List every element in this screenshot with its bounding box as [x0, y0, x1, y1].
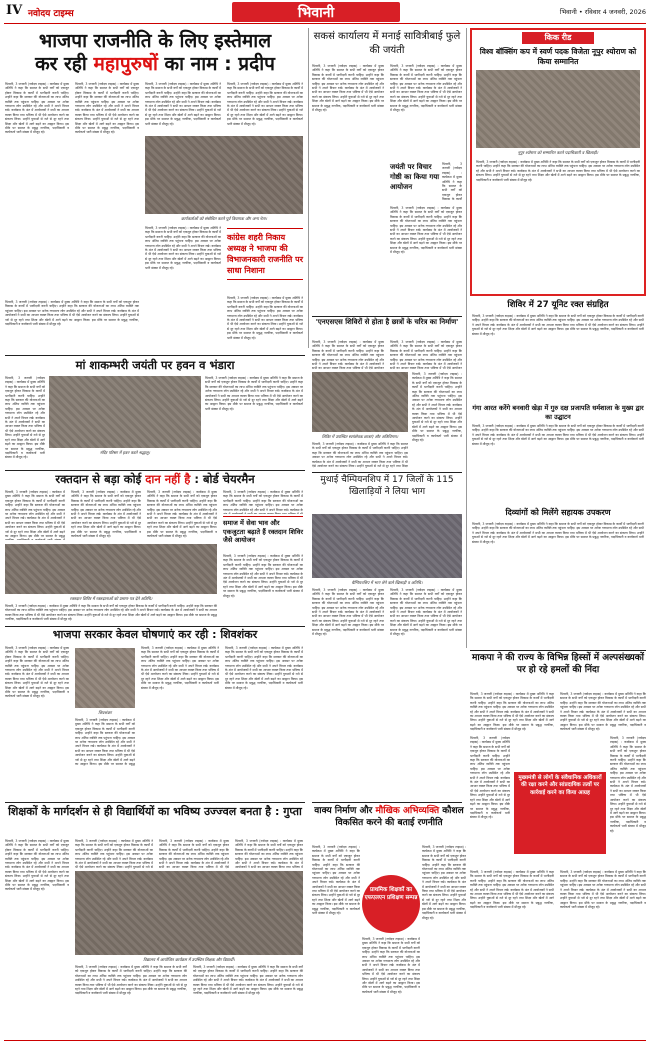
makhana-body-col6: भिवानी, 3 जनवरी (नवोदय टाइम्स) : कार्यक्रम में मुख्य अतिथि ने कहा कि समाज के सभी वर्गों को एकजुट होकर विकास के कार्यों में भागीदारी करनी चाहिए। उन्होंने कहा कि सरकार की योजनाओं का लाभ अंतिम व्यक्ति तक पहुंचना चाहिए। इस अवसर पर अनेक गणमान्य लोग उपस्थित रहे और सभी ने अपने विचार रखे। कार्यक्रम के अंत में आयोजकों ने सभी का आभार व्यक्त किया तथा भविष्य में भी ऐसे आयोजन करने का संकल्प लिया। उन्होंने युवाओं से नशे से दूर रहने तथा शिक्षा और खेलों में आगे बढ़ने का आह्वान किया। इस मौके पर समाज के प्रबुद्ध नागरिक, पदाधिकारी व कार्यकर्ता भारी संख्या में मौजूद रहे।: [560, 870, 646, 910]
rule-shivshankar: [5, 626, 305, 627]
shivshankar-portrait: [75, 648, 135, 708]
blood-photo: [5, 544, 217, 594]
nss-body-col1: भिवानी, 3 जनवरी (नवोदय टाइम्स) : कार्यक्रम में मुख्य अतिथि ने कहा कि समाज के सभी वर्गों को एकजुट होकर विकास के कार्यों में भागीदारी करनी चाहिए। उन्होंने कहा कि सरकार की योजनाओं का लाभ अंतिम व्यक्ति तक पहुंचना चाहिए। इस अवसर पर अनेक गणमान्य लोग उपस्थित रहे और सभी ने अपने विचार रखे। कार्यक्रम के अंत में आयोजकों ने सभी का आभार व्यक्त किया तथा भविष्य में भी ऐसे आयोजन: [312, 340, 384, 370]
muaythai-photo: [312, 514, 462, 578]
savitribai-body-col1: भिवानी, 3 जनवरी (नवोदय टाइम्स) : कार्यक्रम में मुख्य अतिथि ने कहा कि समाज के सभी वर्गों को एकजुट होकर विकास के कार्यों में भागीदारी करनी चाहिए। उन्होंने कहा कि सरकार की योजनाओं का लाभ अंतिम व्यक्ति तक पहुंचना चाहिए। इस अवसर पर अनेक गणमान्य लोग उपस्थित रहे और सभी ने अपने विचार रखे। कार्यक्रम के अंत में आयोजकों ने सभी का आभार व्यक्त किया तथा भविष्य में भी ऐसे आयोजन करने का संकल्प लिया। उन्होंने युवाओं से नशे से दूर रहने तथा शिक्षा और खेलों में आगे बढ़ने का आह्वान किया। इस मौके पर समाज के प्रबुद्ध नागरिक, पदाधिकारी व कार्यकर्ता भारी संख्या में मौजूद रहे।: [312, 64, 384, 113]
rule-blood: [5, 470, 305, 471]
masthead-rule: [4, 23, 646, 24]
dateline: [478, 7, 646, 16]
makhana-body-col3: भिवानी, 3 जनवरी (नवोदय टाइम्स) : कार्यक्रम में मुख्य अतिथि ने कहा कि समाज के सभी वर्गों को एकजुट होकर विकास के कार्यों में भागीदारी करनी चाहिए। उन्होंने कहा कि सरकार की योजनाओं का लाभ अंतिम व्यक्ति तक पहुंचना चाहिए। इस अवसर पर अनेक गणमान्य लोग उपस्थित रहे और सभी ने अपने विचार रखे। कार्यक्रम के अंत में आयोजकों ने सभी का आभार व्यक्त किया तथा भविष्य में भी ऐसे आयोजन करने का संकल्प लिया। उन्होंने युवाओं से नशे से दूर रहने तथा शिक्षा और खेलों में आगे बढ़ने का आह्वान किया। इस मौके पर समाज के प्रबुद्ध नागरिक, पदाधिकारी व कार्यकर्ता भारी संख्या में मौजूद रहे।: [470, 736, 510, 820]
gupta-photo: [75, 871, 303, 955]
nss-caption: शिविर में उपस्थित स्वयंसेवक छात्राएं और अतिथिगण।: [321, 434, 399, 439]
gupta-body-col4: भिवानी, 3 जनवरी (नवोदय टाइम्स) : कार्यक्रम में मुख्य अतिथि ने कहा कि समाज के सभी वर्गों को एकजुट होकर विकास के कार्यों में भागीदारी करनी चाहिए। उन्होंने कहा कि सरकार की योजनाओं का लाभ अंतिम व्यक्ति तक पहुंचना चाहिए। इस अवसर पर अनेक गणमान्य लोग उपस्थित रहे और सभी ने अपने विचार रखे। कार्यक्रम के अंत में आयोजकों ने सभी का आभार व्यक्त किया तथा भविष्य में: [235, 839, 303, 869]
shakambhari-caption: मंदिर परिसर में हवन करते श्रद्धालु।: [99, 450, 151, 455]
nss-body-col2: भिवानी, 3 जनवरी (नवोदय टाइम्स) : कार्यक्रम में मुख्य अतिथि ने कहा कि समाज के सभी वर्गों को एकजुट होकर विकास के कार्यों में भागीदारी करनी चाहिए। उन्होंने कहा कि सरकार की योजनाओं का लाभ अंतिम व्यक्ति तक पहुंचना चाहिए। इस अवसर पर अनेक गणमान्य लोग उपस्थित रहे और सभी ने अपने विचार रखे। कार्यक्रम के अंत में आयोजकों ने सभी का आभार व्यक्त किया तथा भविष्य में भी ऐसे आयोजन: [390, 340, 462, 370]
shivshankar-portrait-name: शिवशंकर: [98, 710, 112, 715]
blood-headline-c: : बोर्ड चेयरमैन: [194, 472, 255, 486]
gupta-body-col6: भिवानी, 3 जनवरी (नवोदय टाइम्स) : कार्यक्रम में मुख्य अतिथि ने कहा कि समाज के सभी वर्गों को एकजुट होकर विकास के कार्यों में भागीदारी करनी चाहिए। उन्होंने कहा कि सरकार की योजनाओं का लाभ अंतिम व्यक्ति तक पहुंचना चाहिए। इस अवसर पर अनेक गणमान्य लोग उपस्थित रहे और सभी ने अपने विचार रखे। कार्यक्रम के अंत में आयोजकों ने सभी का आभार व्यक्त किया तथा भविष्य में भी ऐसे आयोजन करने का संकल्प लिया। उन्होंने युवाओं से नशे से दूर रहने तथा शिक्षा और खेलों में आगे बढ़ने का आह्वान किया। इस मौके पर समाज के प्रबुद्ध नागरिक, पदाधिकारी व कार्यकर्ता भारी संख्या में मौजूद रहे।: [193, 965, 303, 996]
blood-caption: रक्तदान शिविर में रक्तदाताओं को प्रमाण-पत्र देते अतिथि।: [69, 596, 153, 601]
gupta-body-col5: भिवानी, 3 जनवरी (नवोदय टाइम्स) : कार्यक्रम में मुख्य अतिथि ने कहा कि समाज के सभी वर्गों को एकजुट होकर विकास के कार्यों में भागीदारी करनी चाहिए। उन्होंने कहा कि सरकार की योजनाओं का लाभ अंतिम व्यक्ति तक पहुंचना चाहिए। इस अवसर पर अनेक गणमान्य लोग उपस्थित रहे और सभी ने अपने विचार रखे। कार्यक्रम के अंत में आयोजकों ने सभी का आभार व्यक्त किया तथा भविष्य में भी ऐसे आयोजन करने का संकल्प लिया। उन्होंने युवाओं से नशे से दूर रहने तथा शिक्षा और खेलों में आगे बढ़ने का आह्वान किया। इस मौके पर समाज के प्रबुद्ध नागरिक, पदाधिकारी व कार्यकर्ता भारी संख्या में मौजूद रहे।: [75, 965, 187, 996]
shakambhari-story: [5, 358, 305, 468]
divider-col-a: [308, 28, 309, 348]
lead-body-col7: भिवानी, 3 जनवरी (नवोदय टाइम्स) : कार्यक्रम में मुख्य अतिथि ने कहा कि समाज के सभी वर्गों को एकजुट होकर विकास के कार्यों में भागीदारी करनी चाहिए। उन्होंने कहा कि सरकार की योजनाओं का लाभ अंतिम व्यक्ति तक पहुंचना चाहिए। इस अवसर पर अनेक गणमान्य लोग उपस्थित रहे और सभी ने अपने विचार रखे। कार्यक्रम के अंत में आयोजकों ने सभी का आभार व्यक्त किया तथा भविष्य में भी ऐसे आयोजन करने का संकल्प लिया। उन्होंने युवाओं से नशे से दूर रहने तथा शिक्षा और खेलों में आगे बढ़ने का आह्वान किया। इस मौके पर समाज के प्रबुद्ध नागरिक, पदाधिकारी व कार्यकर्ता भारी संख्या में मौजूद रहे।: [227, 296, 303, 340]
blood-body-col1: भिवानी, 3 जनवरी (नवोदय टाइम्स) : कार्यक्रम में मुख्य अतिथि ने कहा कि समाज के सभी वर्गों को एकजुट होकर विकास के कार्यों में भागीदारी करनी चाहिए। उन्होंने कहा कि सरकार की योजनाओं का लाभ अंतिम व्यक्ति तक पहुंचना चाहिए। इस अवसर पर अनेक गणमान्य लोग उपस्थित रहे और सभी ने अपने विचार रखे। कार्यक्रम के अंत में आयोजकों ने सभी का आभार व्यक्त किया तथा भविष्य में भी ऐसे आयोजन करने का संकल्प लिया। उन्होंने युवाओं से नशे से दूर रहने तथा शिक्षा और खेलों में आगे बढ़ने का आह्वान किया। इस मौके पर समाज के प्रबुद्ध: [5, 490, 65, 539]
blood-headline-b: दान नहीं है: [145, 472, 191, 486]
shivshankar-headline: भाजपा सरकार केवल घोषणाएं कर रही : शिवशंकर: [52, 628, 258, 641]
vakya-body-col3: भिवानी, 3 जनवरी (नवोदय टाइम्स) : कार्यक्रम में मुख्य अतिथि ने कहा कि समाज के सभी वर्गों को एकजुट होकर विकास के कार्यों में भागीदारी करनी चाहिए। उन्होंने कहा कि सरकार की योजनाओं का लाभ अंतिम व्यक्ति तक पहुंचना चाहिए। इस अवसर पर अनेक गणमान्य लोग उपस्थित रहे और सभी ने अपने विचार रखे। कार्यक्रम के अंत में आयोजकों ने सभी का आभार व्यक्त किया तथा भविष्य में भी ऐसे आयोजन करने का संकल्प लिया। उन्होंने युवाओं से नशे से दूर रहने तथा शिक्षा और खेलों में आगे बढ़ने का आह्वान किया। इस मौके पर समाज के प्रबुद्ध नागरिक, पदाधिकारी व कार्यकर्ता भारी संख्या में मौजूद रहे।: [362, 937, 420, 994]
nss-body-col4: भिवानी, 3 जनवरी (नवोदय टाइम्स) : कार्यक्रम में मुख्य अतिथि ने कहा कि समाज के सभी वर्गों को एकजुट होकर विकास के कार्यों में भागीदारी करनी चाहिए। उन्होंने कहा कि सरकार की योजनाओं का लाभ अंतिम व्यक्ति तक पहुंचना चाहिए। इस अवसर पर अनेक गणमान्य लोग उपस्थित रहे और सभी ने अपने विचार रखे। कार्यक्रम के अंत में आयोजकों ने सभी का आभार व्यक्त किया तथा भविष्य में भी ऐसे आयोजन करने का संकल्प लिया। उन्होंने युवाओं से नशे से दूर रहने तथा शिक्षा: [312, 442, 408, 468]
shakambhari-body-col1: भिवानी, 3 जनवरी (नवोदय टाइम्स) : कार्यक्रम में मुख्य अतिथि ने कहा कि समाज के सभी वर्गों को एकजुट होकर विकास के कार्यों में भागीदारी करनी चाहिए। उन्होंने कहा कि सरकार की योजनाओं का लाभ अंतिम व्यक्ति तक पहुंचना चाहिए। इस अवसर पर अनेक गणमान्य लोग उपस्थित रहे और सभी ने अपने विचार रखे। कार्यक्रम के अंत में आयोजकों ने सभी का आभार व्यक्त किया तथा भविष्य में भी ऐसे आयोजन करने का संकल्प लिया। उन्होंने युवाओं से नशे से दूर रहने तथा शिक्षा और खेलों में आगे बढ़ने का आह्वान किया। इस मौके पर समाज के प्रबुद्ध नागरिक, पदाधिकारी व कार्यकर्ता भारी संख्या में मौजूद रहे।: [5, 376, 45, 460]
savitribai-story: [312, 28, 462, 313]
rule-vakya: [312, 802, 462, 803]
makhana-body-col4: भिवानी, 3 जनवरी (नवोदय टाइम्स) : कार्यक्रम में मुख्य अतिथि ने कहा कि समाज के सभी वर्गों को एकजुट होकर विकास के कार्यों में भागीदारी करनी चाहिए। उन्होंने कहा कि सरकार की योजनाओं का लाभ अंतिम व्यक्ति तक पहुंचना चाहिए। इस अवसर पर अनेक गणमान्य लोग उपस्थित रहे और सभी ने अपने विचार रखे। कार्यक्रम के अंत में आयोजकों ने सभी का आभार व्यक्त किया तथा भविष्य में भी ऐसे आयोजन करने का संकल्प लिया। उन्होंने युवाओं से नशे से दूर रहने तथा शिक्षा और खेलों में आगे बढ़ने का आह्वान किया। इस मौके पर समाज के प्रबुद्ध नागरिक, पदाधिकारी व कार्यकर्ता भारी संख्या में मौजूद रहे।: [610, 736, 646, 833]
shakambhari-body-col2: भिवानी, 3 जनवरी (नवोदय टाइम्स) : कार्यक्रम में मुख्य अतिथि ने कहा कि समाज के सभी वर्गों को एकजुट होकर विकास के कार्यों में भागीदारी करनी चाहिए। उन्होंने कहा कि सरकार की योजनाओं का लाभ अंतिम व्यक्ति तक पहुंचना चाहिए। इस अवसर पर अनेक गणमान्य लोग उपस्थित रहे और सभी ने अपने विचार रखे। कार्यक्रम के अंत में आयोजकों ने सभी का आभार व्यक्त किया तथा भविष्य में भी ऐसे आयोजन करने का संकल्प लिया। उन्होंने युवाओं से नशे से दूर रहने तथा शिक्षा और खेलों में आगे बढ़ने का आह्वान किया। इस मौके पर समाज के प्रबुद्ध नागरिक, पदाधिकारी व कार्यकर्ता भारी संख्या में मौजूद रहे।: [205, 376, 303, 411]
edition-name: भिवानी: [559, 8, 577, 16]
lead-body-col5: भिवानी, 3 जनवरी (नवोदय टाइम्स) : कार्यक्रम में मुख्य अतिथि ने कहा कि समाज के सभी वर्गों को एकजुट होकर विकास के कार्यों में भागीदारी करनी चाहिए। उन्होंने कहा कि सरकार की योजनाओं का लाभ अंतिम व्यक्ति तक पहुंचना चाहिए। इस अवसर पर अनेक गणमान्य लोग उपस्थित रहे और सभी ने अपने विचार रखे। कार्यक्रम के अंत में आयोजकों ने सभी का आभार व्यक्त किया तथा भविष्य में भी ऐसे आयोजन करने का संकल्प लिया। उन्होंने युवाओं से नशे से दूर रहने तथा शिक्षा और खेलों में आगे बढ़ने का आह्वान किया। इस मौके पर समाज के प्रबुद्ध नागरिक, पदाधिकारी व कार्यकर्ता भारी संख्या में मौजूद रहे।: [145, 226, 221, 270]
ganga-headline: गंगा आरत करेंगे बनवारी खेड़ा में गुरु दक्ष प्रजापति धर्मशाला के मुख्य द्वार का उद्घाटन: [472, 404, 644, 421]
disabled-story: [470, 508, 646, 648]
vakya-headline-c: कौशल विकसित करने की बताई रणनीति: [335, 806, 464, 828]
vakya-headline-b: मौखिक अभिव्यक्ति: [375, 806, 440, 816]
lead-headline-part-b: महापुरुषों: [93, 53, 158, 75]
lead-story: [5, 28, 305, 353]
nss-headline: 'एनएसएस शिविरों से होता है छात्रों के चरित्र का निर्माण': [315, 318, 459, 326]
paper-name: नवोदय टाइम्स: [28, 9, 74, 19]
disabled-headline: दिव्यांगों को मिलेंगे सहायक उपकरण: [505, 508, 611, 517]
savitribai-body-col2: भिवानी, 3 जनवरी (नवोदय टाइम्स) : कार्यक्रम में मुख्य अतिथि ने कहा कि समाज के सभी वर्गों को एकजुट होकर विकास के कार्यों में भागीदारी करनी चाहिए। उन्होंने कहा कि सरकार की योजनाओं का लाभ अंतिम व्यक्ति तक पहुंचना चाहिए। इस अवसर पर अनेक गणमान्य लोग उपस्थित रहे और सभी ने अपने विचार रखे। कार्यक्रम के अंत में आयोजकों ने सभी का आभार व्यक्त किया तथा भविष्य में भी ऐसे आयोजन करने का संकल्प लिया। उन्होंने युवाओं से नशे से दूर रहने तथा शिक्षा और खेलों में आगे बढ़ने का आह्वान किया। इस मौके पर समाज के प्रबुद्ध नागरिक, पदाधिकारी व कार्यकर्ता भारी संख्या में मौजूद रहे।: [390, 64, 462, 113]
ganga-body: भिवानी, 3 जनवरी (नवोदय टाइम्स) : कार्यक्रम में मुख्य अतिथि ने कहा कि समाज के सभी वर्गों को एकजुट होकर विकास के कार्यों में भागीदारी करनी चाहिए। उन्होंने कहा कि सरकार की योजनाओं का लाभ अंतिम व्यक्ति तक पहुंचना चाहिए। इस अवसर पर अनेक गणमान्य लोग उपस्थित रहे और सभी ने अपने विचार रखे। कार्यक्रम के अंत में आयोजकों ने सभी का आभार व्यक्त किया तथा भविष्य में भी ऐसे आयोजन करने का संकल्प लिया। उन्होंने युवाओं से नशे से दूर रहने तथा शिक्षा और खेलों में आगे बढ़ने का आह्वान किया। इस मौके पर समाज के प्रबुद्ध नागरिक, पदाधिकारी व कार्यकर्ता भारी संख्या में मौजूद रहे।: [472, 424, 644, 446]
savitribai-headline: सकसं कार्यालय में मनाई सावित्रीबाई फुले की जयंती: [313, 31, 461, 56]
rule-muaythai: [312, 472, 462, 473]
gupta-story: [5, 805, 305, 1039]
lead-body-col1: भिवानी, 3 जनवरी (नवोदय टाइम्स) : कार्यक्रम में मुख्य अतिथि ने कहा कि समाज के सभी वर्गों को एकजुट होकर विकास के कार्यों में भागीदारी करनी चाहिए। उन्होंने कहा कि सरकार की योजनाओं का लाभ अंतिम व्यक्ति तक पहुंचना चाहिए। इस अवसर पर अनेक गणमान्य लोग उपस्थित रहे और सभी ने अपने विचार रखे। कार्यक्रम के अंत में आयोजकों ने सभी का आभार व्यक्त किया तथा भविष्य में भी ऐसे आयोजन करने का संकल्प लिया। उन्होंने युवाओं से नशे से दूर रहने तथा शिक्षा और खेलों में आगे बढ़ने का आह्वान किया। इस मौके पर समाज के प्रबुद्ध नागरिक, पदाधिकारी व कार्यकर्ता भारी संख्या में मौजूद रहे।: [5, 82, 69, 135]
shivshankar-body-col2: भिवानी, 3 जनवरी (नवोदय टाइम्स) : कार्यक्रम में मुख्य अतिथि ने कहा कि समाज के सभी वर्गों को एकजुट होकर विकास के कार्यों में भागीदारी करनी चाहिए। उन्होंने कहा कि सरकार की योजनाओं का लाभ अंतिम व्यक्ति तक पहुंचना चाहिए। इस अवसर पर अनेक गणमान्य लोग उपस्थित रहे और सभी ने अपने विचार रखे। कार्यक्रम के अंत में आयोजकों ने सभी का आभार व्यक्त किया तथा भविष्य में भी ऐसे आयोजन करने का संकल्प लिया। उन्होंने युवाओं से नशे से दूर रहने तथा शिक्षा और खेलों में आगे बढ़ने का आह्वान किया। इस मौके पर समाज के प्रबुद्ध: [75, 718, 135, 766]
vakya-body-col2: भिवानी, 3 जनवरी (नवोदय टाइम्स) : कार्यक्रम में मुख्य अतिथि ने कहा कि समाज के सभी वर्गों को एकजुट होकर विकास के कार्यों में भागीदारी करनी चाहिए। उन्होंने कहा कि सरकार की योजनाओं का लाभ अंतिम व्यक्ति तक पहुंचना चाहिए। इस अवसर पर अनेक गणमान्य लोग उपस्थित रहे और सभी ने अपने विचार रखे। कार्यक्रम के अंत में आयोजकों ने सभी का आभार व्यक्त किया तथा भविष्य में भी ऐसे आयोजन करने का संकल्प लिया। उन्होंने युवाओं से नशे से दूर रहने तथा शिक्षा और खेलों में आगे बढ़ने का आह्वान किया। इस मौके पर समाज के प्रबुद्ध नागरिक, पदाधिकारी व कार्यकर्ता भारी संख्या में मौजूद रहे।: [422, 845, 466, 920]
rule-nss: [312, 316, 462, 317]
vakya-body-col1: भिवानी, 3 जनवरी (नवोदय टाइम्स) : कार्यक्रम में मुख्य अतिथि ने कहा कि समाज के सभी वर्गों को एकजुट होकर विकास के कार्यों में भागीदारी करनी चाहिए। उन्होंने कहा कि सरकार की योजनाओं का लाभ अंतिम व्यक्ति तक पहुंचना चाहिए। इस अवसर पर अनेक गणमान्य लोग उपस्थित रहे और सभी ने अपने विचार रखे। कार्यक्रम के अंत में आयोजकों ने सभी का आभार व्यक्त किया तथा भविष्य में भी ऐसे आयोजन करने का संकल्प लिया। उन्होंने युवाओं से नशे से दूर रहने तथा शिक्षा और खेलों में आगे बढ़ने का आह्वान किया। इस मौके पर समाज के प्रबुद्ध नागरिक, पदाधिकारी व कार्यकर्ता भारी संख्या में मौजूद रहे।: [312, 845, 360, 916]
makhana-story: [470, 652, 646, 1038]
lead-headline-part-c: का नाम : प्रदीप: [164, 53, 275, 75]
blood-headline-a: रक्तदान से बड़ा कोई: [55, 472, 142, 486]
vakya-pullquote: प्राथमिक शिक्षकों का एफएलएन प्रशिक्षण सम्पन्न: [364, 887, 418, 901]
nss-story: [312, 318, 462, 470]
vakya-headline-a: वाक्य निर्माण और: [314, 806, 373, 816]
kickboxing-body: भिवानी, 3 जनवरी (नवोदय टाइम्स) : कार्यक्रम में मुख्य अतिथि ने कहा कि समाज के सभी वर्गों को एकजुट होकर विकास के कार्यों में भागीदारी करनी चाहिए। उन्होंने कहा कि सरकार की योजनाओं का लाभ अंतिम व्यक्ति तक पहुंचना चाहिए। इस अवसर पर अनेक गणमान्य लोग उपस्थित रहे और सभी ने अपने विचार रखे। कार्यक्रम के अंत में आयोजकों ने सभी का आभार व्यक्त किया तथा भविष्य में भी ऐसे आयोजन करने का संकल्प लिया। उन्होंने युवाओं से नशे से दूर रहने तथा शिक्षा और खेलों में आगे बढ़ने का आह्वान किया। इस मौके पर समाज के प्रबुद्ध नागरिक, पदाधिकारी व कार्यकर्ता भारी संख्या में मौजूद रहे।: [476, 160, 640, 182]
savitribai-body-col3: भिवानी, 3 जनवरी (नवोदय टाइम्स) : कार्यक्रम में मुख्य अतिथि ने कहा कि समाज के सभी वर्गों को एकजुट होकर विकास के कार्यों: [442, 162, 462, 202]
gupta-body-col3: भिवानी, 3 जनवरी (नवोदय टाइम्स) : कार्यक्रम में मुख्य अतिथि ने कहा कि समाज के सभी वर्गों को एकजुट होकर विकास के कार्यों में भागीदारी करनी चाहिए। उन्होंने कहा कि सरकार की योजनाओं का लाभ अंतिम व्यक्ति तक पहुंचना चाहिए। इस अवसर पर अनेक गणमान्य लोग उपस्थित रहे और सभी ने अपने विचार रखे। कार्यक्रम के अंत में आयोजकों ने सभी का आभार व्यक्त किया तथा भविष्य में भी ऐसे: [159, 839, 229, 869]
muaythai-caption: चैम्पियनशिप में भाग लेने वाले खिलाड़ी व अतिथि।: [351, 580, 423, 585]
makhana-pullquote: मुख्यमंत्री से लोगों के संवैधानिक अधिकारों की रक्षा करने और सांप्रदायिक तत्वों पर कार्रवाई करने का किया आग्रह: [518, 775, 602, 796]
disabled-body: भिवानी, 3 जनवरी (नवोदय टाइम्स) : कार्यक्रम में मुख्य अतिथि ने कहा कि समाज के सभी वर्गों को एकजुट होकर विकास के कार्यों में भागीदारी करनी चाहिए। उन्होंने कहा कि सरकार की योजनाओं का लाभ अंतिम व्यक्ति तक पहुंचना चाहिए। इस अवसर पर अनेक गणमान्य लोग उपस्थित रहे और सभी ने अपने विचार रखे। कार्यक्रम के अंत में आयोजकों ने सभी का आभार व्यक्त किया तथा भविष्य में भी ऐसे आयोजन करने का संकल्प लिया। उन्होंने युवाओं से नशे से दूर रहने तथा शिक्षा और खेलों में आगे बढ़ने का आह्वान किया। इस मौके पर समाज के प्रबुद्ध नागरिक, पदाधिकारी व कार्यकर्ता भारी संख्या में मौजूद रहे।: [472, 522, 644, 544]
lead-body-col3: भिवानी, 3 जनवरी (नवोदय टाइम्स) : कार्यक्रम में मुख्य अतिथि ने कहा कि समाज के सभी वर्गों को एकजुट होकर विकास के कार्यों में भागीदारी करनी चाहिए। उन्होंने कहा कि सरकार की योजनाओं का लाभ अंतिम व्यक्ति तक पहुंचना चाहिए। इस अवसर पर अनेक गणमान्य लोग उपस्थित रहे और सभी ने अपने विचार रखे। कार्यक्रम के अंत में आयोजकों ने सभी का आभार व्यक्त किया तथा भविष्य में भी ऐसे आयोजन करने का संकल्प लिया। उन्होंने युवाओं से नशे से दूर रहने तथा शिक्षा और खेलों में आगे बढ़ने का आह्वान किया। इस मौके पर समाज के प्रबुद्ध नागरिक, पदाधिकारी व कार्यकर्ता भारी संख्या में मौजूद रहे।: [145, 82, 221, 126]
blood-headline: [5, 472, 305, 486]
shakambhari-photo: [49, 376, 201, 448]
lead-photo: [145, 136, 303, 214]
shakambhari-headline: मां शाकम्भरी जयंती पर हवन व भंडारा: [75, 358, 235, 372]
lead-headline-part-a: कर रही: [35, 53, 87, 75]
nss-photo: [312, 372, 408, 432]
blood-body-col6: भिवानी, 3 जनवरी (नवोदय टाइम्स) : कार्यक्रम में मुख्य अतिथि ने कहा कि समाज के सभी वर्गों को एकजुट होकर विकास के कार्यों में भागीदारी करनी चाहिए। उन्होंने कहा कि सरकार की योजनाओं का लाभ अंतिम व्यक्ति तक पहुंचना चाहिए। इस अवसर पर अनेक गणमान्य लोग उपस्थित रहे और सभी ने अपने विचार रखे। कार्यक्रम के अंत में आयोजकों ने सभी का आभार व्यक्त किया तथा भविष्य में भी ऐसे आयोजन करने का संकल्प लिया। उन्होंने युवाओं से नशे से दूर रहने तथा शिक्षा और खेलों में आगे बढ़ने का आह्वान किया। इस मौके पर समाज के प्रबुद्ध नागरिक, पदाधिकारी व कार्यकर्ता भारी संख्या में मौजूद रहे।: [223, 554, 303, 598]
nss-body-col3: भिवानी, 3 जनवरी (नवोदय टाइम्स) : कार्यक्रम में मुख्य अतिथि ने कहा कि समाज के सभी वर्गों को एकजुट होकर विकास के कार्यों में भागीदारी करनी चाहिए। उन्होंने कहा कि सरकार की योजनाओं का लाभ अंतिम व्यक्ति तक पहुंचना चाहिए। इस अवसर पर अनेक गणमान्य लोग उपस्थित रहे और सभी ने अपने विचार रखे। कार्यक्रम के अंत में आयोजकों ने सभी का आभार व्यक्त किया तथा भविष्य में भी ऐसे आयोजन करने का संकल्प लिया। उन्होंने युवाओं से नशे से दूर रहने तथा शिक्षा और खेलों में आगे बढ़ने का आह्वान किया। इस मौके पर समाज के प्रबुद्ध नागरिक, पदाधिकारी व कार्यकर्ता भारी संख्या में मौजूद रहे।: [412, 372, 462, 443]
muaythai-body-col2: भिवानी, 3 जनवरी (नवोदय टाइम्स) : कार्यक्रम में मुख्य अतिथि ने कहा कि समाज के सभी वर्गों को एकजुट होकर विकास के कार्यों में भागीदारी करनी चाहिए। उन्होंने कहा कि सरकार की योजनाओं का लाभ अंतिम व्यक्ति तक पहुंचना चाहिए। इस अवसर पर अनेक गणमान्य लोग उपस्थित रहे और सभी ने अपने विचार रखे। कार्यक्रम के अंत में आयोजकों ने सभी का आभार व्यक्त किया तथा भविष्य में भी ऐसे आयोजन करने का संकल्प लिया। उन्होंने युवाओं से नशे से दूर रहने तथा शिक्षा और खेलों में आगे बढ़ने का आह्वान किया। इस मौके पर समाज के प्रबुद्ध नागरिक, पदाधिकारी व कार्यकर्ता भारी संख्या में मौजूद रहे।: [390, 588, 462, 637]
rule-gupta: [5, 802, 305, 803]
lead-pullquote: कांग्रेस शहरी निकाय अध्यक्ष ने भाजपा की विभाजनकारी राजनीति पर साधा निशाना: [227, 228, 303, 280]
vakya-pullquote-circle: [362, 875, 420, 933]
lead-headline-line2: [5, 53, 305, 75]
ganga-story: [470, 404, 646, 502]
kickboxing-photo: [476, 70, 640, 148]
kickboxing-story: [472, 30, 644, 294]
lead-body-col6: भिवानी, 3 जनवरी (नवोदय टाइम्स) : कार्यक्रम में मुख्य अतिथि ने कहा कि समाज के सभी वर्गों को एकजुट होकर विकास के कार्यों में भागीदारी करनी चाहिए। उन्होंने कहा कि सरकार की योजनाओं का लाभ अंतिम व्यक्ति तक पहुंचना चाहिए। इस अवसर पर अनेक गणमान्य लोग उपस्थित रहे और सभी ने अपने विचार रखे। कार्यक्रम के अंत में आयोजकों ने सभी का आभार व्यक्त किया तथा भविष्य में भी ऐसे आयोजन करने का संकल्प लिया। उन्होंने युवाओं से नशे से दूर रहने तथा शिक्षा और खेलों में आगे बढ़ने का आह्वान किया। इस मौके पर समाज के प्रबुद्ध नागरिक, पदाधिकारी व कार्यकर्ता भारी संख्या में मौजूद रहे।: [5, 300, 139, 327]
gupta-body-col1: भिवानी, 3 जनवरी (नवोदय टाइम्स) : कार्यक्रम में मुख्य अतिथि ने कहा कि समाज के सभी वर्गों को एकजुट होकर विकास के कार्यों में भागीदारी करनी चाहिए। उन्होंने कहा कि सरकार की योजनाओं का लाभ अंतिम व्यक्ति तक पहुंचना चाहिए। इस अवसर पर अनेक गणमान्य लोग उपस्थित रहे और सभी ने अपने विचार रखे। कार्यक्रम के अंत में आयोजकों ने सभी का आभार व्यक्त किया तथा भविष्य में भी ऐसे आयोजन करने का संकल्प लिया। उन्होंने युवाओं से नशे से दूर रहने तथा शिक्षा और खेलों में आगे बढ़ने का आह्वान किया। इस मौके पर समाज के प्रबुद्ध नागरिक, पदाधिकारी व कार्यकर्ता भारी संख्या में मौजूद रहे।: [5, 839, 69, 892]
savitribai-body-col4: भिवानी, 3 जनवरी (नवोदय टाइम्स) : कार्यक्रम में मुख्य अतिथि ने कहा कि समाज के सभी वर्गों को एकजुट होकर विकास के कार्यों में भागीदारी करनी चाहिए। उन्होंने कहा कि सरकार की योजनाओं का लाभ अंतिम व्यक्ति तक पहुंचना चाहिए। इस अवसर पर अनेक गणमान्य लोग उपस्थित रहे और सभी ने अपने विचार रखे। कार्यक्रम के अंत में आयोजकों ने सभी का आभार व्यक्त किया तथा भविष्य में भी ऐसे आयोजन करने का संकल्प लिया। उन्होंने युवाओं से नशे से दूर रहने तथा शिक्षा और खेलों में आगे बढ़ने का आह्वान किया। इस मौके पर समाज के प्रबुद्ध नागरिक, पदाधिकारी व कार्यकर्ता भारी संख्या में मौजूद रहे।: [390, 206, 462, 255]
shivshankar-story: [5, 628, 305, 768]
shivshankar-body-col4: भिवानी, 3 जनवरी (नवोदय टाइम्स) : कार्यक्रम में मुख्य अतिथि ने कहा कि समाज के सभी वर्गों को एकजुट होकर विकास के कार्यों में भागीदारी करनी चाहिए। उन्होंने कहा कि सरकार की योजनाओं का लाभ अंतिम व्यक्ति तक पहुंचना चाहिए। इस अवसर पर अनेक गणमान्य लोग उपस्थित रहे और सभी ने अपने विचार रखे। कार्यक्रम के अंत में आयोजकों ने सभी का आभार व्यक्त किया तथा भविष्य में भी ऐसे आयोजन करने का संकल्प लिया। उन्होंने युवाओं से नशे से दूर रहने तथा शिक्षा और खेलों में आगे बढ़ने का आह्वान किया। इस मौके पर समाज के प्रबुद्ध नागरिक, पदाधिकारी व कार्यकर्ता भारी संख्या में मौजूद रहे।: [225, 646, 303, 690]
lead-body-col4: भिवानी, 3 जनवरी (नवोदय टाइम्स) : कार्यक्रम में मुख्य अतिथि ने कहा कि समाज के सभी वर्गों को एकजुट होकर विकास के कार्यों में भागीदारी करनी चाहिए। उन्होंने कहा कि सरकार की योजनाओं का लाभ अंतिम व्यक्ति तक पहुंचना चाहिए। इस अवसर पर अनेक गणमान्य लोग उपस्थित रहे और सभी ने अपने विचार रखे। कार्यक्रम के अंत में आयोजकों ने सभी का आभार व्यक्त किया तथा भविष्य में भी ऐसे आयोजन करने का संकल्प लिया। उन्होंने युवाओं से नशे से दूर रहने तथा शिक्षा और खेलों में आगे बढ़ने का आह्वान किया। इस मौके पर समाज के प्रबुद्ध नागरिक, पदाधिकारी व कार्यकर्ता भारी संख्या में मौजूद रहे।: [227, 82, 303, 126]
makhana-body-col5: भिवानी, 3 जनवरी (नवोदय टाइम्स) : कार्यक्रम में मुख्य अतिथि ने कहा कि समाज के सभी वर्गों को एकजुट होकर विकास के कार्यों में भागीदारी करनी चाहिए। उन्होंने कहा कि सरकार की योजनाओं का लाभ अंतिम व्यक्ति तक पहुंचना चाहिए। इस अवसर पर अनेक गणमान्य लोग उपस्थित रहे और सभी ने अपने विचार रखे। कार्यक्रम के अंत में आयोजकों ने सभी का आभार व्यक्त किया तथा भविष्य में भी ऐसे आयोजन करने का संकल्प लिया। उन्होंने युवाओं से नशे से दूर रहने तथा शिक्षा और खेलों में आगे बढ़ने का आह्वान किया। इस मौके पर समाज के प्रबुद्ध नागरिक, पदाधिकारी व कार्यकर्ता भारी संख्या में मौजूद रहे।: [470, 870, 554, 910]
kickboxing-kicker: किक रीड: [522, 32, 594, 44]
page-bottom-rule: [4, 1040, 646, 1041]
shivshankar-body-col1: भिवानी, 3 जनवरी (नवोदय टाइम्स) : कार्यक्रम में मुख्य अतिथि ने कहा कि समाज के सभी वर्गों को एकजुट होकर विकास के कार्यों में भागीदारी करनी चाहिए। उन्होंने कहा कि सरकार की योजनाओं का लाभ अंतिम व्यक्ति तक पहुंचना चाहिए। इस अवसर पर अनेक गणमान्य लोग उपस्थित रहे और सभी ने अपने विचार रखे। कार्यक्रम के अंत में आयोजकों ने सभी का आभार व्यक्त किया तथा भविष्य में भी ऐसे आयोजन करने का संकल्प लिया। उन्होंने युवाओं से नशे से दूर रहने तथा शिक्षा और खेलों में आगे बढ़ने का आह्वान किया। इस मौके पर समाज के प्रबुद्ध नागरिक, पदाधिकारी व कार्यकर्ता भारी संख्या में मौजूद रहे।: [5, 646, 69, 699]
gupta-body-col2: भिवानी, 3 जनवरी (नवोदय टाइम्स) : कार्यक्रम में मुख्य अतिथि ने कहा कि समाज के सभी वर्गों को एकजुट होकर विकास के कार्यों में भागीदारी करनी चाहिए। उन्होंने कहा कि सरकार की योजनाओं का लाभ अंतिम व्यक्ति तक पहुंचना चाहिए। इस अवसर पर अनेक गणमान्य लोग उपस्थित रहे और सभी ने अपने विचार रखे। कार्यक्रम के अंत में आयोजकों ने सभी का आभार व्यक्त किया तथा भविष्य में भी ऐसे आयोजन करने का संकल्प लिया। उन्होंने युवाओं से नशे से: [75, 839, 153, 869]
page-number: IV: [6, 3, 23, 18]
muaythai-headline: मुथाई चैम्पियनशिप में 17 जिलों के 115 खिलाड़ियों ने लिया भाग: [320, 475, 454, 497]
muaythai-story: [312, 474, 462, 650]
camp-story: [470, 300, 646, 400]
blood-story: [5, 472, 305, 624]
kickboxing-headline: विश्व बॉक्सिंग कप में स्वर्ण पदक विजेता नूपुर श्योराण को किया सम्मानित: [479, 47, 637, 66]
lead-headline-line1: भाजपा राजनीति के लिए इस्तेमाल: [38, 30, 272, 52]
date-separator: •: [578, 8, 585, 16]
muaythai-body-col1: भिवानी, 3 जनवरी (नवोदय टाइम्स) : कार्यक्रम में मुख्य अतिथि ने कहा कि समाज के सभी वर्गों को एकजुट होकर विकास के कार्यों में भागीदारी करनी चाहिए। उन्होंने कहा कि सरकार की योजनाओं का लाभ अंतिम व्यक्ति तक पहुंचना चाहिए। इस अवसर पर अनेक गणमान्य लोग उपस्थित रहे और सभी ने अपने विचार रखे। कार्यक्रम के अंत में आयोजकों ने सभी का आभार व्यक्त किया तथा भविष्य में भी ऐसे आयोजन करने का संकल्प लिया। उन्होंने युवाओं से नशे से दूर रहने तथा शिक्षा और खेलों में आगे बढ़ने का आह्वान किया। इस मौके पर समाज के प्रबुद्ध नागरिक, पदाधिकारी व कार्यकर्ता भारी संख्या में मौजूद रहे।: [312, 588, 384, 637]
masthead: [0, 0, 650, 24]
blood-body-col4: भिवानी, 3 जनवरी (नवोदय टाइम्स) : कार्यक्रम में मुख्य अतिथि ने कहा कि समाज के सभी वर्गों को एकजुट होकर विकास के कार्यों में भागीदारी करनी चाहिए। उन्होंने कहा कि सरकार की योजनाओं का लाभ अंतिम व्यक्ति तक पहुंचना चाहिए। इस अवसर पर अनेक गणमान्य लोग उपस्थित रहे और सभी ने अपने विचार रखे। कार्यक्रम के: [223, 490, 303, 512]
lead-photo-caption: कार्यकर्ताओं को संबोधित करते पूर्व विधायक और अन्य नेता।: [181, 216, 267, 221]
blood-body-col2: भिवानी, 3 जनवरी (नवोदय टाइम्स) : कार्यक्रम में मुख्य अतिथि ने कहा कि समाज के सभी वर्गों को एकजुट होकर विकास के कार्यों में भागीदारी करनी चाहिए। उन्होंने कहा कि सरकार की योजनाओं का लाभ अंतिम व्यक्ति तक पहुंचना चाहिए। इस अवसर पर अनेक गणमान्य लोग उपस्थित रहे और सभी ने अपने विचार रखे। कार्यक्रम के अंत में आयोजकों ने सभी का आभार व्यक्त किया तथा भविष्य में भी ऐसे आयोजन करने का संकल्प लिया। उन्होंने युवाओं से नशे से दूर रहने तथा शिक्षा और खेलों में आगे बढ़ने का आह्वान किया। इस मौके पर समाज के प्रबुद्ध नागरिक, पदाधिकारी व कार्यकर्ता भारी संख्या में मौजूद रहे।: [71, 490, 141, 539]
camp-headline: शिविर में 27 यूनिट रक्त संग्रहित: [507, 300, 609, 310]
makhana-body-col1: भिवानी, 3 जनवरी (नवोदय टाइम्स) : कार्यक्रम में मुख्य अतिथि ने कहा कि समाज के सभी वर्गों को एकजुट होकर विकास के कार्यों में भागीदारी करनी चाहिए। उन्होंने कहा कि सरकार की योजनाओं का लाभ अंतिम व्यक्ति तक पहुंचना चाहिए। इस अवसर पर अनेक गणमान्य लोग उपस्थित रहे और सभी ने अपने विचार रखे। कार्यक्रम के अंत में आयोजकों ने सभी का आभार व्यक्त किया तथा भविष्य में भी ऐसे आयोजन करने का संकल्प लिया। उन्होंने युवाओं से नशे से दूर रहने तथा शिक्षा और खेलों में आगे बढ़ने का आह्वान किया। इस मौके पर समाज के प्रबुद्ध नागरिक, पदाधिकारी व कार्यकर्ता भारी संख्या में मौजूद रहे।: [470, 692, 554, 732]
savitribai-pullquote: जयंती पर विचार गोष्ठी का किया गया आयोजन: [390, 163, 440, 191]
kickboxing-caption: नूपुर श्योराण को सम्मानित करते पदाधिकारी व खिलाड़ी।: [517, 150, 599, 155]
makhana-body-col2: भिवानी, 3 जनवरी (नवोदय टाइम्स) : कार्यक्रम में मुख्य अतिथि ने कहा कि समाज के सभी वर्गों को एकजुट होकर विकास के कार्यों में भागीदारी करनी चाहिए। उन्होंने कहा कि सरकार की योजनाओं का लाभ अंतिम व्यक्ति तक पहुंचना चाहिए। इस अवसर पर अनेक गणमान्य लोग उपस्थित रहे और सभी ने अपने विचार रखे। कार्यक्रम के अंत में आयोजकों ने सभी का आभार व्यक्त किया तथा भविष्य में भी ऐसे आयोजन करने का संकल्प लिया। उन्होंने युवाओं से नशे से दूर रहने तथा शिक्षा और खेलों में आगे बढ़ने का आह्वान किया। इस मौके पर समाज के प्रबुद्ध नागरिक, पदाधिकारी व कार्यकर्ता भारी संख्या में मौजूद रहे।: [560, 692, 646, 732]
shivshankar-body-col3: भिवानी, 3 जनवरी (नवोदय टाइम्स) : कार्यक्रम में मुख्य अतिथि ने कहा कि समाज के सभी वर्गों को एकजुट होकर विकास के कार्यों में भागीदारी करनी चाहिए। उन्होंने कहा कि सरकार की योजनाओं का लाभ अंतिम व्यक्ति तक पहुंचना चाहिए। इस अवसर पर अनेक गणमान्य लोग उपस्थित रहे और सभी ने अपने विचार रखे। कार्यक्रम के अंत में आयोजकों ने सभी का आभार व्यक्त किया तथा भविष्य में भी ऐसे आयोजन करने का संकल्प लिया। उन्होंने युवाओं से नशे से दूर रहने तथा शिक्षा और खेलों में आगे बढ़ने का आह्वान किया। इस मौके पर समाज के प्रबुद्ध नागरिक, पदाधिकारी व कार्यकर्ता भारी संख्या में मौजूद रहे।: [141, 646, 219, 690]
vakya-headline: [312, 805, 466, 829]
makhana-headline: माकपा ने की राज्य के विभिन्न हिस्सों में अल्पसंख्यकों पर हो रहे हमलों की निंदा: [472, 653, 644, 675]
gupta-caption: विद्यालय में आयोजित कार्यक्रम में उपस्थित शिक्षक और विद्यार्थी।: [143, 957, 235, 962]
camp-body: भिवानी, 3 जनवरी (नवोदय टाइम्स) : कार्यक्रम में मुख्य अतिथि ने कहा कि समाज के सभी वर्गों को एकजुट होकर विकास के कार्यों में भागीदारी करनी चाहिए। उन्होंने कहा कि सरकार की योजनाओं का लाभ अंतिम व्यक्ति तक पहुंचना चाहिए। इस अवसर पर अनेक गणमान्य लोग उपस्थित रहे और सभी ने अपने विचार रखे। कार्यक्रम के अंत में आयोजकों ने सभी का आभार व्यक्त किया तथा भविष्य में भी ऐसे आयोजन करने का संकल्प लिया। उन्होंने युवाओं से नशे से दूर रहने तथा शिक्षा और खेलों में आगे बढ़ने का आह्वान किया। इस मौके पर समाज के प्रबुद्ध नागरिक, पदाधिकारी व कार्यकर्ता भारी संख्या में मौजूद रहे।: [472, 314, 644, 336]
blood-pullquote: समाज में सेवा भाव और एकजुटता बढ़ाते हैं रक्तदान शिविर जैसे आयोजन: [223, 516, 303, 545]
blood-body-col3: भिवानी, 3 जनवरी (नवोदय टाइम्स) : कार्यक्रम में मुख्य अतिथि ने कहा कि समाज के सभी वर्गों को एकजुट होकर विकास के कार्यों में भागीदारी करनी चाहिए। उन्होंने कहा कि सरकार की योजनाओं का लाभ अंतिम व्यक्ति तक पहुंचना चाहिए। इस अवसर पर अनेक गणमान्य लोग उपस्थित रहे और सभी ने अपने विचार रखे। कार्यक्रम के अंत में आयोजकों ने सभी का आभार व्यक्त किया तथा भविष्य में भी ऐसे आयोजन करने का संकल्प लिया। उन्होंने युवाओं से नशे से दूर रहने तथा शिक्षा और खेलों में आगे बढ़ने का आह्वान किया। इस मौके पर समाज के प्रबुद्ध नागरिक, पदाधिकारी व कार्यकर्ता भारी संख्या में मौजूद रहे।: [147, 490, 217, 539]
blood-body-col5: भिवानी, 3 जनवरी (नवोदय टाइम्स) : कार्यक्रम में मुख्य अतिथि ने कहा कि समाज के सभी वर्गों को एकजुट होकर विकास के कार्यों में भागीदारी करनी चाहिए। उन्होंने कहा कि सरकार की योजनाओं का लाभ अंतिम व्यक्ति तक पहुंचना चाहिए। इस अवसर पर अनेक गणमान्य लोग उपस्थित रहे और सभी ने अपने विचार रखे। कार्यक्रम के अंत में आयोजकों ने सभी का आभार व्यक्त किया तथा भविष्य में भी ऐसे आयोजन करने का संकल्प लिया। उन्होंने युवाओं से नशे से दूर रहने तथा शिक्षा और खेलों में आगे बढ़ने का आह्वान किया। इस मौके पर समाज के प्रबुद्ध नागरिक, पदाधिकारी व कार्यकर्ता भारी संख्या में मौजूद रहे।: [5, 604, 217, 622]
rule-makhana: [470, 650, 646, 651]
lead-body-col2: भिवानी, 3 जनवरी (नवोदय टाइम्स) : कार्यक्रम में मुख्य अतिथि ने कहा कि समाज के सभी वर्गों को एकजुट होकर विकास के कार्यों में भागीदारी करनी चाहिए। उन्होंने कहा कि सरकार की योजनाओं का लाभ अंतिम व्यक्ति तक पहुंचना चाहिए। इस अवसर पर अनेक गणमान्य लोग उपस्थित रहे और सभी ने अपने विचार रखे। कार्यक्रम के अंत में आयोजकों ने सभी का आभार व्यक्त किया तथा भविष्य में भी ऐसे आयोजन करने का संकल्प लिया। उन्होंने युवाओं से नशे से दूर रहने तथा शिक्षा और खेलों में आगे बढ़ने का आह्वान किया। इस मौके पर समाज के प्रबुद्ध नागरिक, पदाधिकारी व कार्यकर्ता भारी संख्या में मौजूद रहे।: [75, 82, 139, 135]
section-title: भिवानी: [297, 5, 335, 21]
rule-shakambhari: [5, 355, 305, 356]
vakya-story: [312, 805, 466, 1039]
date-text: रविवार 4 जनवरी, 2026: [584, 8, 646, 16]
divider-col-b: [466, 28, 467, 648]
gupta-headline: शिक्षकों के मार्गदर्शन से ही विद्यार्थियों का भविष्य उज्ज्वल बनता है : गुप्ता: [8, 805, 302, 818]
